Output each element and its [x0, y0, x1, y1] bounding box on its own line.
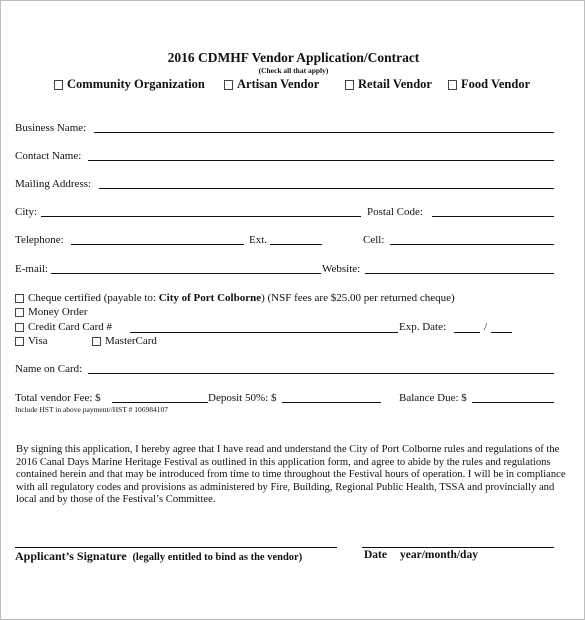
postal-code-field[interactable]	[432, 216, 554, 217]
checkbox-icon[interactable]	[345, 80, 354, 90]
checkbox-icon[interactable]	[15, 294, 24, 303]
exp-year-field[interactable]	[491, 332, 512, 333]
date-field[interactable]	[362, 547, 554, 548]
mailing-address-field[interactable]	[99, 188, 554, 189]
checkbox-icon[interactable]	[448, 80, 457, 90]
checkbox-icon[interactable]	[15, 337, 24, 346]
signature-note: (legally entitled to bind as the vendor)	[132, 552, 303, 563]
website-field[interactable]	[365, 273, 554, 274]
agreement-line: contained herein and that may be introduced from time to time throughout the Festival hours of operation. I will be in compliance	[16, 469, 566, 481]
visa-label: Visa	[28, 335, 48, 347]
ext-field[interactable]	[270, 244, 322, 245]
credit-card-option[interactable]	[15, 321, 112, 333]
contact-name-field[interactable]	[88, 160, 554, 161]
money-order-option[interactable]	[15, 306, 88, 318]
date-label: Date	[364, 549, 387, 561]
exp-date-label: Exp. Date:	[399, 321, 447, 333]
balance-due-label: Balance Due: $	[399, 392, 467, 404]
hst-note: Include HST in above payment//HST # 106984107	[15, 405, 169, 414]
option-label: Retail Vendor	[358, 77, 432, 91]
agreement-line: 2016 Canal Days Marine Heritage Festival as outlined in this application form, and agree to abide by the rules and regulations	[16, 456, 551, 468]
telephone-label: Telephone:	[15, 234, 64, 246]
visa-option[interactable]	[15, 335, 48, 347]
credit-card-label: Credit Card Card #	[28, 321, 113, 333]
option-label: Artisan Vendor	[237, 77, 320, 91]
ext-label: Ext.	[249, 234, 268, 246]
cell-label: Cell:	[363, 234, 385, 246]
business-name-field[interactable]	[94, 132, 554, 133]
email-field[interactable]	[51, 273, 321, 274]
cheque-payee: City of Port Colborne	[158, 292, 262, 304]
exp-date-separator: /	[484, 321, 488, 333]
signature-label-group	[15, 549, 302, 564]
date-format: year/month/day	[400, 549, 478, 561]
deposit-field[interactable]	[282, 402, 381, 403]
agreement-line: By signing this application, I hereby agree that I have read and understand the City of Port Colborne rules and regulations of the	[16, 444, 560, 455]
form-subtitle: (Check all that apply)	[258, 66, 329, 75]
contact-name-label: Contact Name:	[15, 150, 82, 162]
email-label: E-mail:	[15, 263, 48, 275]
option-label: Community Organization	[67, 77, 205, 91]
option-artisan-vendor[interactable]	[224, 77, 319, 92]
city-label: City:	[15, 206, 38, 218]
telephone-field[interactable]	[71, 244, 244, 245]
money-order-label: Money Order	[28, 306, 88, 318]
city-field[interactable]	[41, 216, 361, 217]
option-retail-vendor[interactable]	[345, 77, 432, 92]
checkbox-icon[interactable]	[224, 80, 233, 90]
checkbox-icon[interactable]	[92, 337, 101, 346]
signature-field[interactable]	[15, 547, 337, 548]
cheque-option[interactable]	[15, 292, 455, 304]
agreement-line: local and by those of the Festival’s Committee.	[16, 494, 216, 506]
form-title: 2016 CDMHF Vendor Application/Contract	[167, 50, 420, 65]
signature-label: Applicant’s Signature	[15, 549, 127, 563]
cheque-label: Cheque certified (payable to:	[28, 292, 156, 304]
cell-field[interactable]	[390, 244, 554, 245]
total-fee-label: Total vendor Fee: $	[15, 392, 101, 404]
cheque-nsf-note: ) (NSF fees are $25.00 per returned cheque)	[261, 292, 455, 304]
website-label: Website:	[322, 263, 361, 275]
vendor-type-options	[1, 77, 585, 93]
checkbox-icon[interactable]	[54, 80, 63, 90]
agreement-line: with all regulatory codes and provisions as administered by Fire, Building, Regional Public Health, TSSA and provincially and	[16, 481, 555, 493]
agreement-text	[16, 444, 566, 507]
business-name-label: Business Name:	[15, 122, 87, 134]
mastercard-option[interactable]	[92, 335, 157, 347]
checkbox-icon[interactable]	[15, 323, 24, 332]
total-fee-field[interactable]	[112, 402, 208, 403]
postal-code-label: Postal Code:	[367, 206, 423, 218]
deposit-label: Deposit 50%: $	[208, 392, 277, 404]
card-number-field[interactable]	[130, 332, 398, 333]
option-label: Food Vendor	[461, 77, 531, 91]
option-food-vendor[interactable]	[448, 77, 530, 92]
exp-month-field[interactable]	[454, 332, 480, 333]
name-on-card-label: Name on Card:	[15, 363, 83, 375]
checkbox-icon[interactable]	[15, 308, 24, 317]
name-on-card-field[interactable]	[88, 373, 554, 374]
balance-due-field[interactable]	[472, 402, 554, 403]
mailing-address-label: Mailing Address:	[15, 178, 92, 190]
mastercard-label: MasterCard	[105, 335, 157, 347]
option-community-organization[interactable]	[54, 77, 205, 92]
